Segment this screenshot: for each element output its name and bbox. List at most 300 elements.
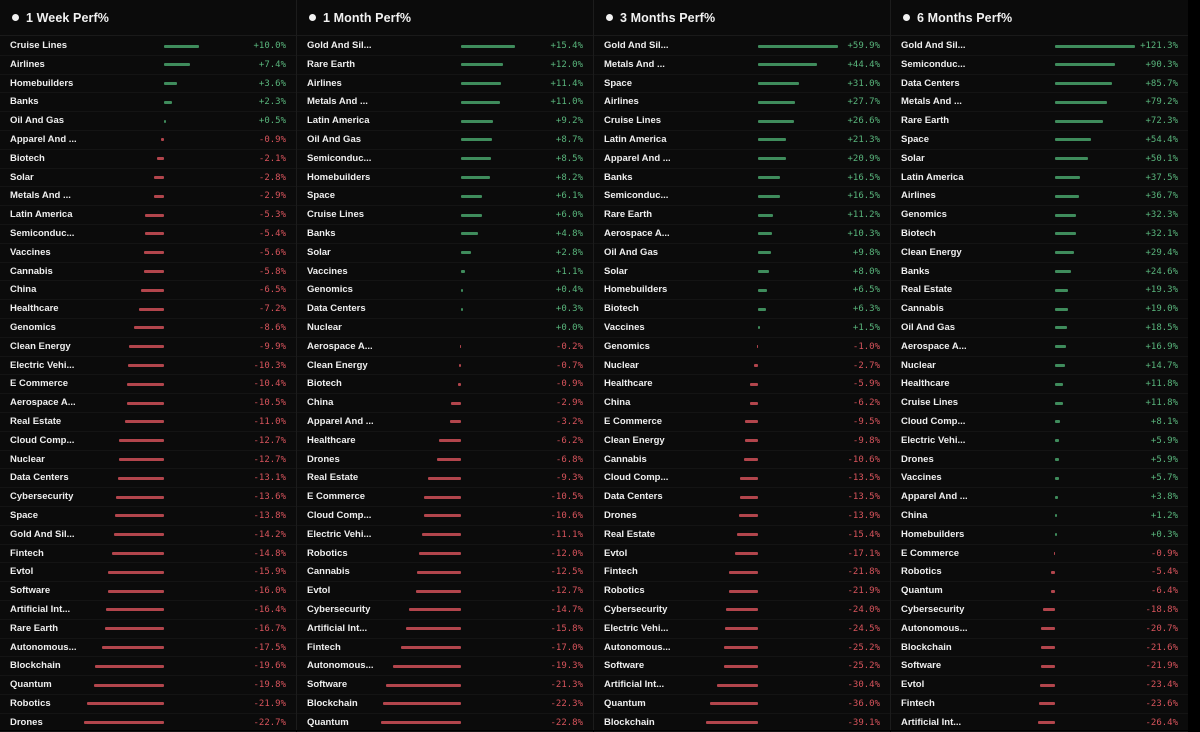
value-label: +5.9% bbox=[1150, 454, 1178, 465]
category-label: Apparel And ... bbox=[901, 491, 968, 503]
bar-row bbox=[891, 281, 1188, 300]
value-label: +16.5% bbox=[847, 172, 880, 183]
category-label: Nuclear bbox=[307, 321, 342, 333]
category-label: Quantum bbox=[604, 697, 646, 709]
value-label: +3.8% bbox=[1150, 492, 1178, 503]
category-label: Real Estate bbox=[604, 528, 656, 540]
category-label: Genomics bbox=[901, 209, 947, 221]
category-label: Vaccines bbox=[604, 321, 645, 333]
bar bbox=[461, 45, 515, 48]
category-label: Genomics bbox=[307, 284, 353, 296]
bar bbox=[139, 308, 164, 311]
value-label: +0.3% bbox=[1150, 529, 1178, 540]
category-label: Aerospace A... bbox=[307, 340, 373, 352]
bar-row bbox=[297, 187, 593, 206]
value-label: +11.2% bbox=[847, 210, 880, 221]
bar-row bbox=[297, 563, 593, 582]
bar-row bbox=[297, 451, 593, 470]
category-label: Genomics bbox=[10, 321, 56, 333]
category-label: Healthcare bbox=[604, 378, 653, 390]
value-label: -8.6% bbox=[258, 322, 286, 333]
bar bbox=[393, 665, 461, 668]
value-label: +5.9% bbox=[1150, 435, 1178, 446]
bar-row bbox=[297, 112, 593, 131]
bar-row bbox=[891, 526, 1188, 545]
category-label: Metals And ... bbox=[307, 96, 368, 108]
category-label: Rare Earth bbox=[10, 622, 59, 634]
category-label: Homebuilders bbox=[10, 77, 74, 89]
category-label: Vaccines bbox=[901, 472, 942, 484]
bar-row bbox=[594, 93, 890, 112]
value-label: -23.6% bbox=[1145, 698, 1178, 709]
bar bbox=[758, 63, 817, 66]
bar-row bbox=[0, 413, 296, 432]
bar bbox=[106, 608, 164, 611]
category-label: Gold And Sil... bbox=[604, 40, 669, 51]
category-label: Semiconduc... bbox=[10, 227, 75, 239]
category-label: Semiconduc... bbox=[604, 190, 669, 202]
value-label: +3.6% bbox=[258, 78, 286, 89]
value-label: -9.8% bbox=[852, 435, 880, 446]
category-label: Evtol bbox=[901, 679, 925, 691]
value-label: -5.6% bbox=[258, 247, 286, 258]
value-label: +20.9% bbox=[847, 153, 880, 164]
bar bbox=[1055, 402, 1063, 405]
bar-row bbox=[0, 150, 296, 169]
bar bbox=[164, 63, 190, 66]
category-label: Banks bbox=[307, 227, 336, 239]
bar bbox=[1055, 270, 1071, 273]
value-label: -21.8% bbox=[847, 567, 880, 578]
panel-header bbox=[594, 0, 890, 36]
bar bbox=[164, 82, 177, 85]
bar-row bbox=[0, 526, 296, 545]
bar bbox=[416, 590, 461, 593]
category-label: Metals And ... bbox=[604, 58, 665, 70]
bar bbox=[735, 552, 758, 555]
bar bbox=[119, 458, 164, 461]
bar bbox=[745, 420, 758, 423]
category-label: Banks bbox=[901, 265, 930, 277]
category-label: Vaccines bbox=[10, 246, 51, 258]
bar-row bbox=[594, 357, 890, 376]
category-label: Electric Vehi... bbox=[10, 359, 75, 371]
value-label: +31.0% bbox=[847, 78, 880, 89]
category-label: Space bbox=[307, 190, 335, 202]
category-label: Clean Energy bbox=[901, 246, 962, 258]
category-label: Real Estate bbox=[307, 472, 359, 484]
bar bbox=[1055, 364, 1065, 367]
category-label: Healthcare bbox=[901, 378, 950, 390]
bar-row bbox=[0, 469, 296, 488]
bar-row bbox=[297, 263, 593, 282]
bar-row bbox=[297, 300, 593, 319]
value-label: -10.4% bbox=[253, 379, 286, 390]
category-label: Solar bbox=[10, 171, 34, 183]
value-label: -16.7% bbox=[253, 623, 286, 634]
bullet-dot-icon bbox=[903, 14, 910, 21]
category-label: Artificial Int... bbox=[604, 679, 665, 691]
value-label: -10.3% bbox=[253, 360, 286, 371]
bar bbox=[406, 627, 461, 630]
bar bbox=[157, 157, 164, 160]
value-label: -23.4% bbox=[1145, 680, 1178, 691]
bar-row bbox=[891, 150, 1188, 169]
value-label: -24.0% bbox=[847, 604, 880, 615]
bar-row bbox=[891, 375, 1188, 394]
value-label: +10.3% bbox=[847, 228, 880, 239]
value-label: +11.4% bbox=[550, 78, 583, 89]
value-label: -9.9% bbox=[258, 341, 286, 352]
value-label: -16.4% bbox=[253, 604, 286, 615]
bar bbox=[94, 684, 164, 687]
bar-row bbox=[0, 639, 296, 658]
category-label: Latin America bbox=[10, 209, 73, 221]
bar-row bbox=[594, 601, 890, 620]
value-label: -1.0% bbox=[852, 341, 880, 352]
bar bbox=[1055, 82, 1112, 85]
bar bbox=[1054, 552, 1056, 555]
bar-row bbox=[891, 300, 1188, 319]
bar-row bbox=[891, 695, 1188, 714]
bar-row bbox=[297, 319, 593, 338]
bar-row bbox=[0, 281, 296, 300]
bar-row bbox=[594, 469, 890, 488]
bar bbox=[461, 101, 500, 104]
value-label: -30.4% bbox=[847, 680, 880, 691]
value-label: +24.6% bbox=[1145, 266, 1178, 277]
bar bbox=[725, 627, 758, 630]
category-label: Clean Energy bbox=[604, 434, 665, 446]
bar-row bbox=[594, 507, 890, 526]
bar bbox=[1041, 646, 1055, 649]
value-label: -0.9% bbox=[258, 134, 286, 145]
bar-row bbox=[891, 338, 1188, 357]
value-label: +32.1% bbox=[1145, 228, 1178, 239]
category-label: Cloud Comp... bbox=[901, 415, 966, 427]
value-label: +9.2% bbox=[555, 116, 583, 127]
bar-row bbox=[297, 93, 593, 112]
category-label: Cruise Lines bbox=[604, 115, 662, 127]
category-label: Cloud Comp... bbox=[10, 434, 75, 446]
value-label: -5.4% bbox=[258, 228, 286, 239]
bar-row bbox=[297, 150, 593, 169]
bar bbox=[1055, 345, 1066, 348]
value-label: -15.9% bbox=[253, 567, 286, 578]
panel-title: 6 Months Perf% bbox=[917, 10, 1013, 25]
category-label: Fintech bbox=[901, 697, 935, 709]
value-label: -2.9% bbox=[555, 398, 583, 409]
category-label: Oil And Gas bbox=[604, 246, 659, 258]
bar-row bbox=[297, 357, 593, 376]
value-label: -5.8% bbox=[258, 266, 286, 277]
value-label: +2.3% bbox=[258, 97, 286, 108]
bar bbox=[108, 590, 164, 593]
category-label: Drones bbox=[901, 453, 934, 465]
value-label: -2.8% bbox=[258, 172, 286, 183]
category-label: Airlines bbox=[901, 190, 936, 202]
value-label: -7.2% bbox=[258, 304, 286, 315]
category-label: Software bbox=[307, 679, 348, 691]
category-label: Data Centers bbox=[307, 303, 366, 315]
category-label: Artificial Int... bbox=[307, 622, 368, 634]
bar-row bbox=[0, 244, 296, 263]
bar-row bbox=[891, 244, 1188, 263]
bar-row bbox=[297, 75, 593, 94]
bar bbox=[724, 646, 758, 649]
value-label: +36.7% bbox=[1145, 191, 1178, 202]
value-label: -2.7% bbox=[852, 360, 880, 371]
value-label: -9.5% bbox=[852, 416, 880, 427]
bar-row bbox=[891, 507, 1188, 526]
value-label: +1.5% bbox=[852, 322, 880, 333]
category-label: Data Centers bbox=[604, 491, 663, 503]
bar-row bbox=[0, 657, 296, 676]
category-label: Evtol bbox=[10, 566, 34, 578]
bar bbox=[758, 101, 795, 104]
bar bbox=[154, 195, 164, 198]
bar-row bbox=[0, 75, 296, 94]
bar bbox=[114, 533, 164, 536]
bar bbox=[144, 251, 164, 254]
bar-row bbox=[594, 112, 890, 131]
value-label: +8.7% bbox=[555, 134, 583, 145]
value-label: +59.9% bbox=[847, 41, 880, 51]
bar bbox=[737, 533, 758, 536]
bar bbox=[726, 608, 758, 611]
panel-header bbox=[0, 0, 296, 36]
category-label: Apparel And ... bbox=[10, 133, 77, 145]
bar-row bbox=[297, 56, 593, 75]
bar-row bbox=[891, 319, 1188, 338]
value-label: -19.8% bbox=[253, 680, 286, 691]
bar-row bbox=[891, 563, 1188, 582]
value-label: -21.6% bbox=[1145, 642, 1178, 653]
category-label: Oil And Gas bbox=[10, 115, 65, 127]
panel-6-months bbox=[891, 0, 1188, 730]
value-label: -10.5% bbox=[253, 398, 286, 409]
bar-row bbox=[891, 582, 1188, 601]
value-label: -22.7% bbox=[253, 717, 286, 728]
value-label: +1.1% bbox=[555, 266, 583, 277]
bar-row bbox=[0, 300, 296, 319]
bar-row bbox=[891, 488, 1188, 507]
category-label: China bbox=[604, 397, 631, 409]
bar-row bbox=[891, 620, 1188, 639]
bar bbox=[459, 364, 461, 367]
bar-row bbox=[891, 545, 1188, 564]
value-label: -19.3% bbox=[550, 661, 583, 672]
bar-row bbox=[594, 695, 890, 714]
bar bbox=[758, 176, 780, 179]
bar bbox=[102, 646, 164, 649]
value-label: -36.0% bbox=[847, 698, 880, 709]
category-label: Solar bbox=[901, 152, 925, 164]
category-label: Nuclear bbox=[604, 359, 639, 371]
category-label: Quantum bbox=[307, 716, 349, 728]
bar-row bbox=[891, 263, 1188, 282]
bar-row bbox=[594, 244, 890, 263]
category-label: Cruise Lines bbox=[307, 209, 365, 221]
bar-row bbox=[297, 582, 593, 601]
value-label: -22.8% bbox=[550, 717, 583, 728]
bar-row bbox=[0, 187, 296, 206]
value-label: -25.2% bbox=[847, 661, 880, 672]
value-label: -17.0% bbox=[550, 642, 583, 653]
bar bbox=[1055, 101, 1107, 104]
bar bbox=[754, 364, 758, 367]
bar bbox=[145, 214, 164, 217]
value-label: -0.9% bbox=[555, 379, 583, 390]
bar-row bbox=[297, 394, 593, 413]
bar bbox=[409, 608, 461, 611]
value-label: +11.0% bbox=[550, 97, 583, 108]
bar bbox=[710, 702, 758, 705]
bar bbox=[461, 270, 465, 273]
bar bbox=[758, 120, 794, 123]
value-label: +90.3% bbox=[1145, 59, 1178, 70]
bar-row bbox=[891, 206, 1188, 225]
bar-row bbox=[891, 469, 1188, 488]
bar-row bbox=[297, 244, 593, 263]
bar-row bbox=[594, 319, 890, 338]
category-label: Biotech bbox=[10, 152, 45, 164]
bar-row bbox=[0, 37, 296, 56]
category-label: Quantum bbox=[901, 585, 943, 597]
category-label: Homebuilders bbox=[307, 171, 371, 183]
panel-1-week bbox=[0, 0, 297, 730]
value-label: -2.1% bbox=[258, 153, 286, 164]
category-label: Cannabis bbox=[307, 566, 350, 578]
category-label: Semiconduc... bbox=[901, 58, 966, 70]
category-label: Electric Vehi... bbox=[307, 528, 372, 540]
bar-row bbox=[0, 507, 296, 526]
bar bbox=[461, 195, 482, 198]
bar bbox=[1055, 477, 1059, 480]
bar-row bbox=[0, 620, 296, 639]
bar bbox=[1055, 176, 1080, 179]
value-label: -16.0% bbox=[253, 586, 286, 597]
category-label: E Commerce bbox=[901, 547, 960, 559]
value-label: -24.5% bbox=[847, 623, 880, 634]
bar bbox=[1055, 533, 1057, 536]
bar-row bbox=[594, 37, 890, 56]
bar-row bbox=[594, 131, 890, 150]
category-label: Rare Earth bbox=[307, 58, 356, 70]
value-label: -21.9% bbox=[1145, 661, 1178, 672]
bar bbox=[1040, 684, 1055, 687]
bar bbox=[750, 383, 758, 386]
value-label: +9.8% bbox=[852, 247, 880, 258]
value-label: -2.9% bbox=[258, 191, 286, 202]
panel-3-months bbox=[594, 0, 891, 730]
category-label: Oil And Gas bbox=[307, 133, 362, 145]
bar-row bbox=[891, 225, 1188, 244]
value-label: -13.5% bbox=[847, 492, 880, 503]
value-label: +27.7% bbox=[847, 97, 880, 108]
category-label: Fintech bbox=[10, 547, 44, 559]
category-label: Data Centers bbox=[10, 472, 69, 484]
value-label: +6.0% bbox=[555, 210, 583, 221]
bar bbox=[144, 270, 164, 273]
value-label: +0.5% bbox=[258, 116, 286, 127]
bar bbox=[428, 477, 461, 480]
bar bbox=[1055, 157, 1088, 160]
bar-row bbox=[594, 488, 890, 507]
bar bbox=[128, 364, 164, 367]
bar bbox=[115, 514, 164, 517]
value-label: -12.7% bbox=[253, 454, 286, 465]
category-label: Cannabis bbox=[10, 265, 53, 277]
value-label: +15.4% bbox=[550, 41, 583, 51]
category-label: Vaccines bbox=[307, 265, 348, 277]
bar bbox=[758, 326, 760, 329]
bar-row bbox=[297, 545, 593, 564]
value-label: +8.0% bbox=[852, 266, 880, 277]
bar bbox=[417, 571, 461, 574]
category-label: Rare Earth bbox=[604, 209, 653, 221]
category-label: Aerospace A... bbox=[10, 397, 76, 409]
bar bbox=[95, 665, 164, 668]
bar-row bbox=[891, 169, 1188, 188]
category-label: Blockchain bbox=[901, 641, 952, 653]
value-label: +16.9% bbox=[1145, 341, 1178, 352]
bar bbox=[1055, 420, 1060, 423]
category-label: Quantum bbox=[10, 679, 52, 691]
bar bbox=[758, 308, 766, 311]
value-label: -14.8% bbox=[253, 548, 286, 559]
bar-row bbox=[297, 37, 593, 56]
bar-row bbox=[594, 413, 890, 432]
bar bbox=[401, 646, 461, 649]
value-label: +50.1% bbox=[1145, 153, 1178, 164]
category-label: Cannabis bbox=[901, 303, 944, 315]
value-label: -6.4% bbox=[1150, 586, 1178, 597]
bar bbox=[164, 101, 172, 104]
bar bbox=[383, 702, 461, 705]
bar bbox=[164, 120, 166, 123]
bar-row bbox=[891, 37, 1188, 56]
value-label: +16.5% bbox=[847, 191, 880, 202]
bar-row bbox=[891, 676, 1188, 695]
category-label: E Commerce bbox=[10, 378, 69, 390]
bar-row bbox=[0, 451, 296, 470]
value-label: +37.5% bbox=[1145, 172, 1178, 183]
bar-rows bbox=[891, 37, 1188, 732]
bar-row bbox=[891, 131, 1188, 150]
value-label: -0.7% bbox=[555, 360, 583, 371]
category-label: Airlines bbox=[307, 77, 342, 89]
bar bbox=[437, 458, 461, 461]
bar-row bbox=[0, 206, 296, 225]
category-label: Cloud Comp... bbox=[307, 509, 372, 521]
value-label: -5.3% bbox=[258, 210, 286, 221]
category-label: Metals And ... bbox=[901, 96, 962, 108]
bar bbox=[717, 684, 758, 687]
category-label: Evtol bbox=[604, 547, 628, 559]
bar bbox=[745, 439, 758, 442]
value-label: +5.7% bbox=[1150, 473, 1178, 484]
value-label: -21.9% bbox=[253, 698, 286, 709]
category-label: Cruise Lines bbox=[10, 40, 68, 51]
bar bbox=[758, 157, 786, 160]
bar bbox=[1055, 63, 1115, 66]
bar-row bbox=[0, 375, 296, 394]
bar bbox=[141, 289, 164, 292]
bar bbox=[129, 345, 164, 348]
bar-row bbox=[594, 281, 890, 300]
bar bbox=[461, 289, 463, 292]
